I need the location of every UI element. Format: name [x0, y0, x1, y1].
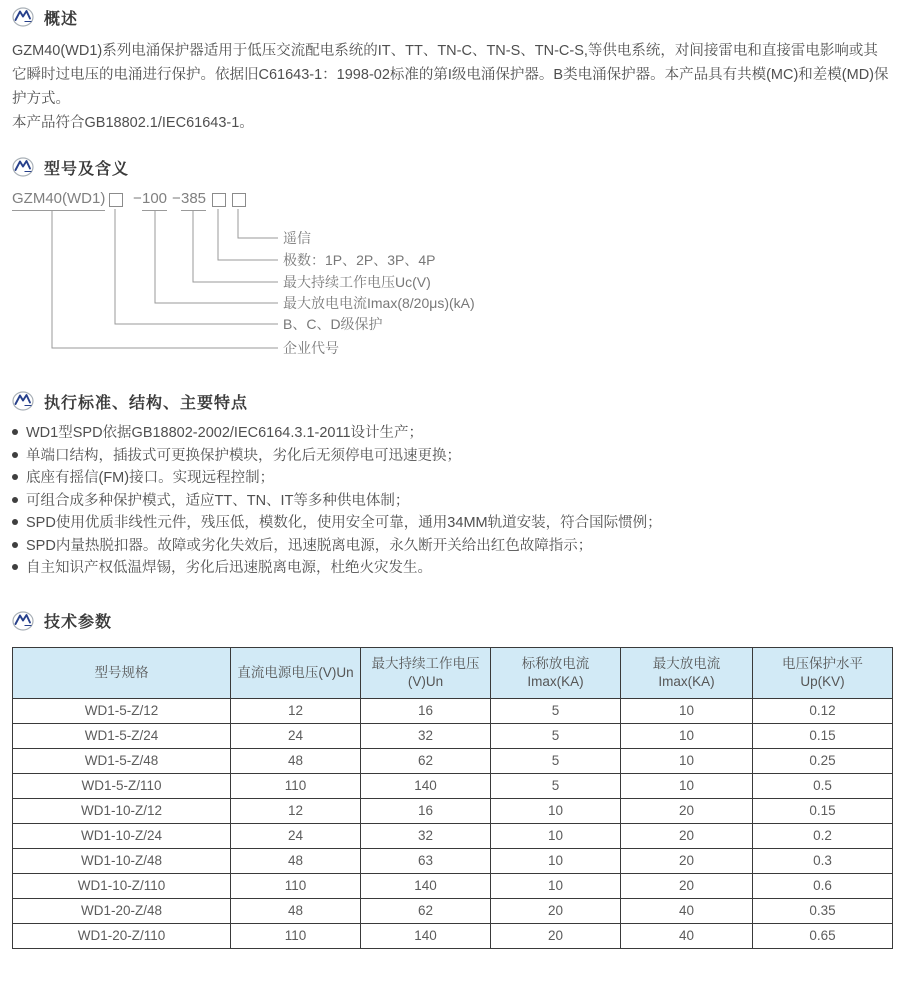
table-cell: 5 — [491, 748, 621, 773]
table-cell: 10 — [621, 748, 753, 773]
table-row — [13, 748, 893, 773]
brand-wave-logo-icon — [12, 157, 34, 177]
specs-table — [12, 647, 893, 949]
diagram-label-remote-signal: 遥信 — [283, 230, 311, 246]
diagram-connector-lines — [12, 188, 892, 376]
feature-item: SPD内量热脱扣器。故障或劣化失效后，迅速脱离电源，永久断开关给出红色故障指示； — [12, 535, 892, 558]
table-cell: 16 — [361, 698, 491, 723]
table-cell: 12 — [231, 798, 361, 823]
table-cell: 24 — [231, 723, 361, 748]
table-cell: 48 — [231, 898, 361, 923]
table-cell: WD1-20-Z/110 — [13, 923, 231, 948]
table-cell: 20 — [491, 923, 621, 948]
table-cell: 10 — [491, 798, 621, 823]
table-cell: 0.6 — [753, 873, 893, 898]
table-row — [13, 773, 893, 798]
table-row — [13, 723, 893, 748]
table-cell: 140 — [361, 923, 491, 948]
diagram-label-max-voltage: 最大持续工作电压Uc(V) — [283, 274, 431, 290]
table-row — [13, 698, 893, 723]
column-header: 最大持续工作电压 (V)Un — [361, 647, 491, 698]
table-cell: 24 — [231, 823, 361, 848]
table-cell: 10 — [491, 823, 621, 848]
table-cell: 0.2 — [753, 823, 893, 848]
section-header-overview — [12, 6, 892, 28]
table-cell: WD1-10-Z/12 — [13, 798, 231, 823]
table-cell: 10 — [621, 723, 753, 748]
table-cell: 48 — [231, 748, 361, 773]
section-title: 型号及含义 — [44, 160, 130, 178]
model-dash: − — [133, 190, 142, 207]
overview-paragraph: 本产品符合GB18802.1/IEC61643-1。 — [12, 115, 254, 131]
table-cell: 10 — [491, 848, 621, 873]
table-cell: 40 — [621, 923, 753, 948]
table-cell: 110 — [231, 873, 361, 898]
table-cell: 10 — [621, 773, 753, 798]
table-row — [13, 898, 893, 923]
table-cell: 16 — [361, 798, 491, 823]
model-box-poles — [212, 193, 226, 207]
table-cell: WD1-5-Z/24 — [13, 723, 231, 748]
table-cell: 32 — [361, 723, 491, 748]
column-header: 直流电源电压(V)Un — [231, 647, 361, 698]
model-segment-uc: 385 — [181, 190, 206, 211]
model-box-remote-signal — [232, 193, 246, 207]
feature-item: 自主知识产权低温焊锡，劣化后迅速脱离电源，杜绝火灾发生。 — [12, 557, 892, 580]
column-header: 电压保护水平 Up(KV) — [753, 647, 893, 698]
table-cell: 20 — [621, 823, 753, 848]
table-cell: WD1-10-Z/24 — [13, 823, 231, 848]
table-cell: 62 — [361, 748, 491, 773]
table-cell: 20 — [621, 848, 753, 873]
model-segment-imax: 100 — [142, 190, 167, 211]
table-cell: 10 — [621, 698, 753, 723]
table-cell: 0.5 — [753, 773, 893, 798]
table-cell: 140 — [361, 873, 491, 898]
table-cell: 20 — [621, 873, 753, 898]
brand-wave-logo-icon — [12, 391, 34, 411]
table-cell: WD1-5-Z/12 — [13, 698, 231, 723]
table-cell: 0.65 — [753, 923, 893, 948]
table-cell: 0.12 — [753, 698, 893, 723]
table-row — [13, 798, 893, 823]
table-cell: 5 — [491, 723, 621, 748]
column-header: 最大放电流 Imax(KA) — [621, 647, 753, 698]
table-cell: 0.3 — [753, 848, 893, 873]
table-cell: WD1-20-Z/48 — [13, 898, 231, 923]
diagram-label-protection-class: B、C、D级保护 — [283, 316, 383, 332]
specs-table-body — [13, 698, 893, 948]
table-cell: 63 — [361, 848, 491, 873]
table-cell: 0.25 — [753, 748, 893, 773]
table-row — [13, 848, 893, 873]
section-title: 执行标准、结构、主要特点 — [44, 394, 249, 412]
table-row — [13, 823, 893, 848]
features-list — [12, 422, 892, 580]
column-header: 型号规格 — [13, 647, 231, 698]
table-row — [13, 923, 893, 948]
table-cell: 20 — [621, 798, 753, 823]
table-cell: 20 — [491, 898, 621, 923]
table-cell: 5 — [491, 773, 621, 798]
feature-item: SPD使用优质非线性元件，残压低，模数化，使用安全可靠，通用34MM轨道安装，符合国际惯例； — [12, 512, 892, 535]
diagram-label-poles: 极数：1P、2P、3P、4P — [283, 252, 436, 268]
section-title: 概述 — [44, 10, 79, 28]
diagram-label-company-code: 企业代号 — [283, 340, 339, 356]
table-cell: 110 — [231, 923, 361, 948]
table-cell: 140 — [361, 773, 491, 798]
table-cell: 0.15 — [753, 798, 893, 823]
table-row — [13, 873, 893, 898]
model-prefix: GZM40(WD1) — [12, 190, 105, 211]
brand-wave-logo-icon — [12, 611, 34, 631]
table-cell: 62 — [361, 898, 491, 923]
overview-paragraph: GZM40(WD1)系列电涌保护器适用于低压交流配电系统的IT、TT、TN-C、TN-S、TN-C-S,等供电系统，对间接雷电和直接雷电影响或其它瞬时过电压的电涌进行保护。依据旧C61643-1：1998-02标准的第I级电涌保护器。B类电涌保护器。本产品具有共模(MC)和差模(MD)保护方式。 — [12, 43, 889, 107]
section-header-specs — [12, 610, 892, 632]
table-cell: WD1-5-Z/48 — [13, 748, 231, 773]
table-cell: 10 — [491, 873, 621, 898]
brand-wave-logo-icon — [12, 7, 34, 27]
table-cell: 0.35 — [753, 898, 893, 923]
feature-item: 底座有摇信(FM)接口。实现远程控制； — [12, 467, 892, 490]
specs-header-row — [13, 647, 893, 698]
table-cell: 12 — [231, 698, 361, 723]
section-header-model — [12, 156, 892, 178]
feature-item: 可组合成多种保护模式，适应TT、TN、IT等多种供电体制； — [12, 490, 892, 513]
model-box-protection-class — [109, 193, 123, 207]
table-cell: WD1-5-Z/110 — [13, 773, 231, 798]
section-title: 技术参数 — [44, 614, 113, 631]
table-cell: 0.15 — [753, 723, 893, 748]
table-cell: 32 — [361, 823, 491, 848]
column-header: 标称放电流 Imax(KA) — [491, 647, 621, 698]
table-cell: 5 — [491, 698, 621, 723]
model-diagram — [12, 188, 892, 376]
table-cell: WD1-10-Z/110 — [13, 873, 231, 898]
overview-text — [12, 39, 892, 135]
table-cell: 48 — [231, 848, 361, 873]
table-cell: 110 — [231, 773, 361, 798]
table-cell: 40 — [621, 898, 753, 923]
table-cell: WD1-10-Z/48 — [13, 848, 231, 873]
feature-item: 单端口结构，插拔式可更换保护模块，劣化后无须停电可迅速更换； — [12, 445, 892, 468]
diagram-label-max-current: 最大放电电流Imax(8/20μs)(kA) — [283, 295, 475, 311]
section-header-features — [12, 390, 892, 412]
feature-item: WD1型SPD依据GB18802-2002/IEC6164.3.1-2011设计生产； — [12, 422, 892, 445]
model-dash: − — [172, 190, 181, 207]
